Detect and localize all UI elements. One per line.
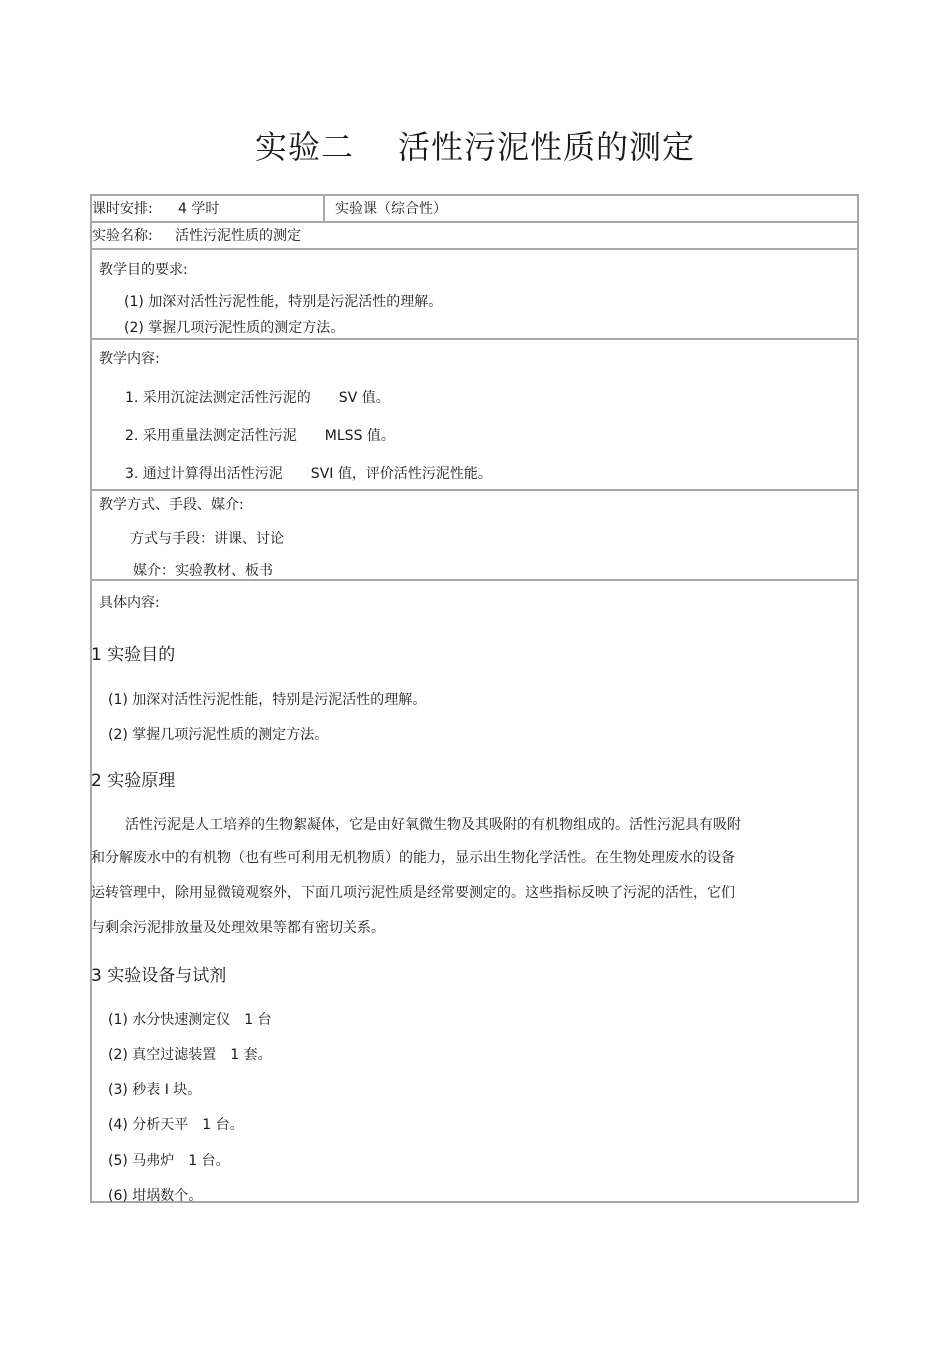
methods-heading: 教学方式、手段、媒介: xyxy=(99,497,244,513)
title-left: 实验二 xyxy=(254,128,354,166)
objective-item: (1) 加深对活性污泥性能，特别是污泥活性的理解。 xyxy=(124,294,443,310)
section-2-paragraph-line: 与剩余污泥排放量及处理效果等都有密切关系。 xyxy=(91,920,385,936)
course-type: 实验课（综合性） xyxy=(335,201,447,217)
page-title xyxy=(0,122,950,168)
experiment-name-label: 实验名称: xyxy=(92,228,153,244)
section-2-paragraph-line: 运转管理中，除用显微镜观察外，下面几项污泥性质是经常要测定的。这些指标反映了污泥的活性，它们 xyxy=(91,885,735,901)
row-divider xyxy=(91,338,859,340)
equipment-item: (3) 秒表 I 块。 xyxy=(108,1082,202,1098)
row-divider xyxy=(91,489,859,491)
methods-media: 媒介：实验教材、板书 xyxy=(133,563,273,579)
content-heading: 教学内容: xyxy=(99,351,160,367)
hours-value: 4 学时 xyxy=(178,201,220,217)
content-item: 1. 采用沉淀法测定活性污泥的 SV 值。 xyxy=(125,390,390,406)
row-divider xyxy=(91,248,859,250)
section-1-item: (1) 加深对活性污泥性能，特别是污泥活性的理解。 xyxy=(108,692,427,708)
methods-means: 方式与手段：讲课、讨论 xyxy=(130,531,284,547)
experiment-name-value: 活性污泥性质的测定 xyxy=(175,228,301,244)
equipment-item: (6) 坩埚数个。 xyxy=(108,1188,203,1204)
equipment-item: (1) 水分快速测定仪 1 台 xyxy=(108,1012,272,1028)
row-divider xyxy=(91,221,859,223)
equipment-item: (4) 分析天平 1 台。 xyxy=(108,1117,244,1133)
objective-item: (2) 掌握几项污泥性质的测定方法。 xyxy=(124,320,345,336)
section-2-title: 2 实验原理 xyxy=(91,771,176,791)
cell-divider xyxy=(323,195,325,221)
section-2-paragraph-line: 活性污泥是人工培养的生物絮凝体，它是由好氧微生物及其吸附的有机物组成的。活性污泥具有吸附 xyxy=(125,817,741,833)
content-item: 3. 通过计算得出活性污泥 SVI 值，评价活性污泥性能。 xyxy=(125,466,492,482)
section-1-title: 1 实验目的 xyxy=(91,645,176,665)
equipment-item: (2) 真空过滤装置 1 套。 xyxy=(108,1047,272,1063)
title-right: 活性污泥性质的测定 xyxy=(398,128,696,166)
section-2-paragraph-line: 和分解废水中的有机物（也有些可利用无机物质）的能力，显示出生物化学活性。在生物处理废水的设备 xyxy=(91,850,735,866)
section-1-item: (2) 掌握几项污泥性质的测定方法。 xyxy=(108,727,329,743)
content-item: 2. 采用重量法测定活性污泥 MLSS 值。 xyxy=(125,428,395,444)
details-heading: 具体内容: xyxy=(99,595,160,611)
hours-label: 课时安排: xyxy=(92,201,153,217)
section-3-title: 3 实验设备与试剂 xyxy=(91,966,227,986)
objectives-heading: 教学目的要求: xyxy=(99,262,188,278)
equipment-item: (5) 马弗炉 1 台。 xyxy=(108,1153,230,1169)
